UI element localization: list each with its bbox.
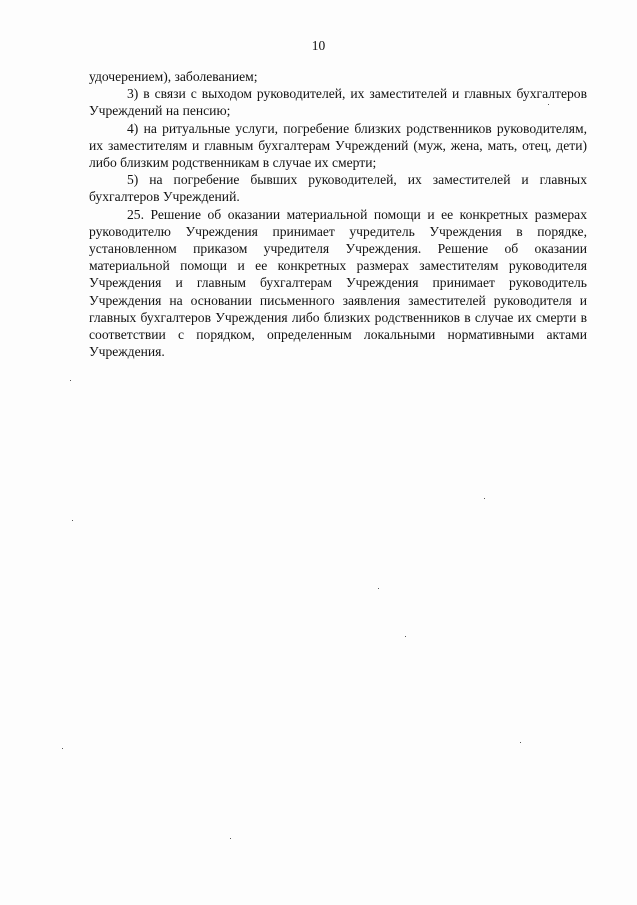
scan-speck bbox=[520, 742, 521, 743]
scan-speck bbox=[378, 588, 379, 589]
paragraph-item-3: 3) в связи с выходом руководителей, их заместителей и главных бухгалтеров Учреждений на пенсию; bbox=[89, 86, 587, 119]
page-number: 10 bbox=[311, 38, 326, 53]
scan-speck bbox=[548, 104, 549, 105]
paragraph-item-5: 5) на погребение бывших руководителей, их заместителей и главных бухгалтеров Учреждений. bbox=[89, 172, 587, 205]
scan-speck bbox=[484, 498, 485, 499]
paragraph-item-4: 4) на ритуальные услуги, погребение близких родственников руководителям, их заместителям и главным бухгалтерам Учреждений (муж, жена, мать, отец, дети) либо близким родственникам в случае их смерти; bbox=[89, 120, 587, 171]
scan-speck bbox=[405, 636, 406, 637]
scan-speck bbox=[70, 380, 71, 381]
scan-speck bbox=[62, 748, 63, 749]
document-body bbox=[89, 68, 587, 360]
scan-speck bbox=[72, 520, 73, 521]
scan-speck bbox=[230, 838, 231, 839]
paragraph-clause-25: 25. Решение об оказании материальной помощи и ее конкретных размерах руководителю Учреждения принимает учредитель Учреждения в порядке, установленном приказом учредителя Учреждения. Решение об оказании материальной помощи и ее конкретных размерах заместителям руководителя Учреждения и главным бухгалтерам Учреждения принимает руководитель Учреждения на основании письменного заявления заместителей руководителя и главных бухгалтеров Учреждения либо близких родственников в случае их смерти в соответствии с порядком, определенным локальными нормативными актами Учреждения. bbox=[89, 206, 587, 360]
paragraph-continuation: удочерением), заболеванием; bbox=[89, 69, 258, 84]
